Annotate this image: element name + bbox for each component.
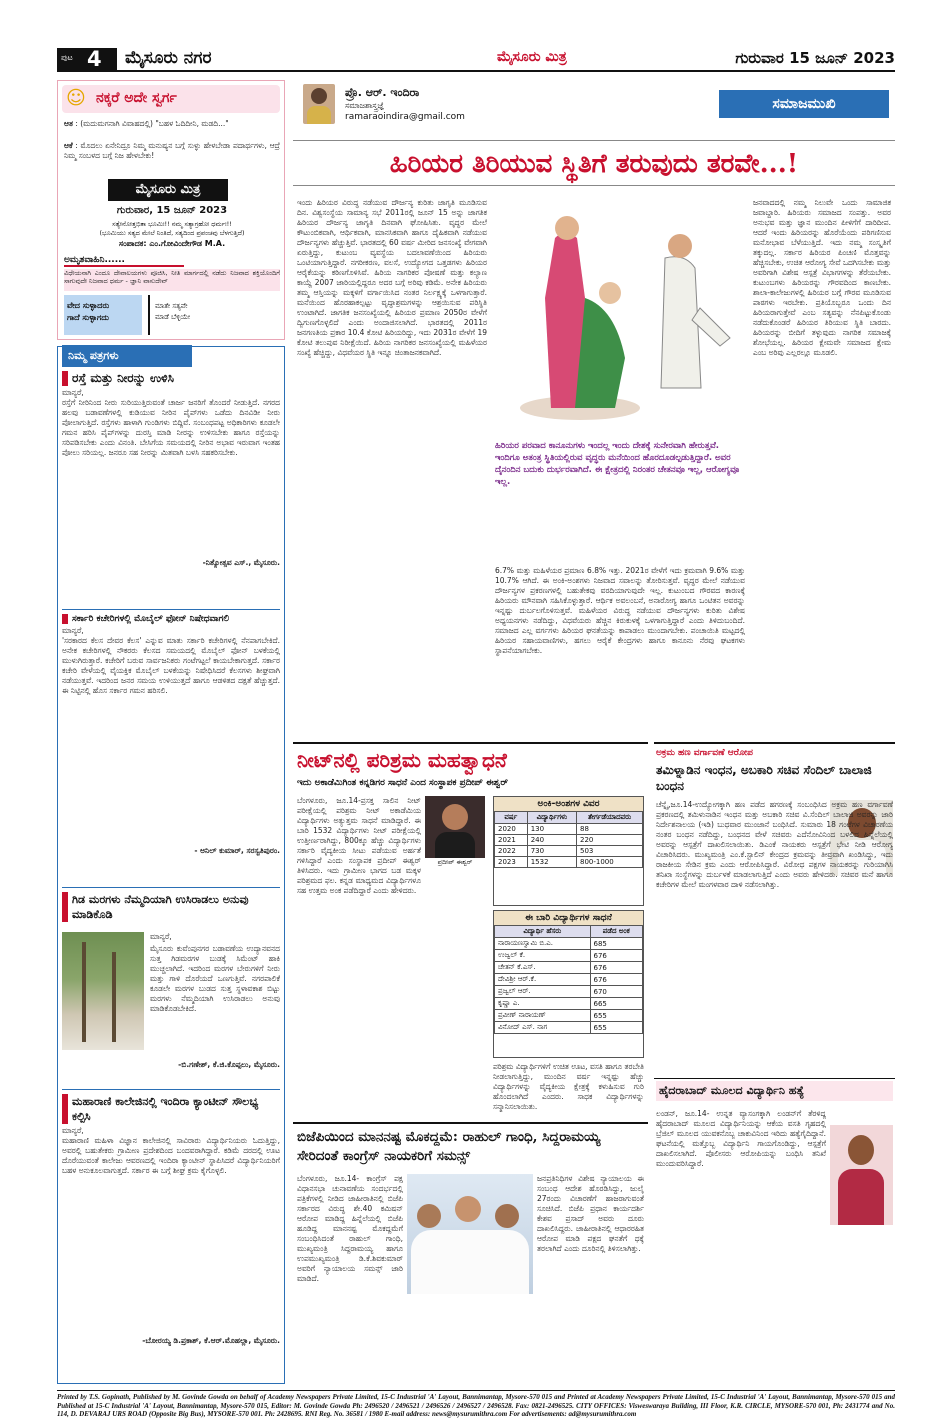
table-cell: 2022	[495, 846, 528, 857]
author-email: ramaraoindira@gmail.com	[345, 112, 465, 122]
table-row	[495, 846, 643, 857]
table-cell: 676	[590, 962, 642, 974]
mini-logo: ಮೈಸೂರು ಮಿತ್ರ	[108, 179, 228, 201]
page-header	[57, 48, 895, 72]
hyd-body: ಲಂಡನ್, ಜೂ.14- ಉನ್ನತ ವ್ಯಾಸಂಗಕ್ಕಾಗಿ ಲಂಡನ್‌ಗೆ ತೆರಳಿದ್ದ ಹೈದರಾಬಾದ್ ಮೂಲದ ವಿದ್ಯಾರ್ಥಿನಿಯನ್ನು ಆಕೆಯ ವಸತಿ ಗೃಹದಲ್ಲಿ ಬ್ರೆಜಿಲ್ ಮೂಲದ ಯುವಕನೊಬ್ಬ ಚಾಕುವಿನಿಂದ ಇರಿದು ಹತ್ಯೆಗೈದಿದ್ದಾನೆ. ಘಟನೆಯಲ್ಲಿ ಮತ್ತೊಬ್ಬ ವಿದ್ಯಾರ್ಥಿನಿ ಗಾಯಗೊಂಡಿದ್ದು, ಆಸ್ಪತ್ರೆಗೆ ದಾಖಲಿಸಲಾಗಿದೆ. ಪೊಲೀಸರು ಆರೋಪಿಯನ್ನು ಬಂಧಿಸಿ ತನಿಖೆ ಮುಂದುವರಿಸಿದ್ದಾರೆ.	[656, 1109, 826, 1168]
table-cell: ಚೇತನ್ ಕೆ.ಎಸ್.	[495, 962, 591, 974]
table-cell: 240	[527, 835, 576, 846]
hyd-headline: ಹೈದರಾಬಾದ್ ಮೂಲದ ವಿದ್ಯಾರ್ಥಿನಿ ಹತ್ಯೆ	[656, 1081, 893, 1101]
table-cell: ನಾರಾಯಣಸ್ವಾಮಿ ಬಿ.ಎ.	[495, 938, 591, 950]
arrest-kicker: ಅಕ್ರಮ ಹಣ ವರ್ಗಾವಣೆ ಆರೋಪ	[656, 748, 753, 758]
imprint: Printed by T.S. Gopinath, Published by M. Govinde Gowda on behalf of Academy Newspapers Private Limited, 15-C Industrial 'A' Layout, Bannimantap, Mysore-570 015 and Printed at Academy Newspapers Private Limited, 15-C Industrial 'A' Layout, Bannimantap, Mysore-570 015 and Published at 15-C Industrial 'A' Layout, Bannimantap, Mysore-570 015, Editor: M. Govinde Gowda Ph: 2496520 / 2496521 / 2496526 / 2496527 / 2496528. Fax: 0821-2496525. CITY OFFICES: Visweswaraya Building, III Floor, K.R. CIRCLE, MYSORE-570 001, Ph: 2431774 and No. 114, D. DEVARAJ URS ROAD (Opposite Big Bus), MYSORE-570 001. Ph: 2428695. RNI Reg. No. 36581 / 1980 E-mail address: news@mysurumithra.com For advertisements: ad@mysurumithra.com	[57, 1390, 895, 1424]
table-header: ವರ್ಷ	[495, 812, 528, 824]
table-cell: 665	[590, 998, 642, 1010]
main-article	[293, 80, 895, 736]
joke-speaker-1: ಆತ	[64, 119, 73, 128]
table-cell: 2020	[495, 824, 528, 835]
letter-2	[62, 609, 280, 879]
table-cell: 676	[590, 974, 642, 986]
table-header: ವಿದ್ಯಾರ್ಥಿ ಹೆಸರು	[495, 926, 591, 938]
bjp-body-1: ಬೆಂಗಳೂರು, ಜೂ.14- ಕಾಂಗ್ರೆಸ್ ಪಕ್ಷ ವಿಧಾನಸಭಾ ಚುನಾವಣೆಯ ಸಂದರ್ಭದಲ್ಲಿ ಪತ್ರಿಕೆಗಳಲ್ಲಿ ನೀಡಿದ ಜಾಹೀರಾತಿನಲ್ಲಿ ಬಿಜೆಪಿ ಸರ್ಕಾರದ ವಿರುದ್ಧ ಶೇ.40 ಕಮಿಷನ್ ಆರೋಪ ಮಾಡಿದ್ದ ಹಿನ್ನೆಲೆಯಲ್ಲಿ ಬಿಜೆಪಿ ಹೂಡಿದ್ದ ಮಾನನಷ್ಟ ಮೊಕದ್ದಮೆಗೆ ಸಂಬಂಧಿಸಿದಂತೆ ರಾಹುಲ್ ಗಾಂಧಿ, ಮುಖ್ಯಮಂತ್ರಿ ಸಿದ್ದರಾಮಯ್ಯ ಹಾಗೂ ಉಪಮುಖ್ಯಮಂತ್ರಿ ಡಿ.ಕೆ.ಶಿವಕುಮಾರ್ ಅವರಿಗೆ ನ್ಯಾಯಾಲಯ ಸಮನ್ಸ್ ಜಾರಿ ಮಾಡಿದೆ.	[297, 1174, 403, 1283]
table-cell: 2023	[495, 857, 528, 868]
table-cell: 800-1000	[577, 857, 643, 868]
table-row	[495, 824, 643, 835]
letter-signature: -ಬಿ.ಗಣೇಶ್, ಕೆ.ಜಿ.ಕೊಪ್ಪಲು, ಮೈಸೂರು.	[178, 1060, 280, 1069]
table-row	[495, 835, 643, 846]
table-row	[495, 974, 643, 986]
masthead: ಮೈಸೂರು ಮಿತ್ರ	[497, 49, 567, 65]
letter-salutation: ಮಾನ್ಯರೆ,	[62, 1126, 84, 1135]
table-cell: 655	[590, 1022, 642, 1034]
neet-body-2: ಪರಿಶ್ರಮ ವಿದ್ಯಾರ್ಥಿಗಳಿಗೆ ಉಚಿತ ಊಟ, ವಸತಿ ಹಾಗೂ ತರಬೇತಿ ನೀಡಲಾಗುತ್ತಿದ್ದು, ಮುಂದಿನ ವರ್ಷ ಇನ್ನಷ್ಟು ಹೆಚ್ಚು ವಿದ್ಯಾರ್ಥಿಗಳನ್ನು ವೈದ್ಯಕೀಯ ಕ್ಷೇತ್ರಕ್ಕೆ ಕಳುಹಿಸುವ ಗುರಿ ಹೊಂದಲಾಗಿದೆ ಎಂದರು. ಸಾಧಕ ವಿದ್ಯಾರ್ಥಿಗಳನ್ನು ಸನ್ಮಾನಿಸಲಾಯಿತು.	[493, 1062, 644, 1111]
neet-body-1: ಬೆಂಗಳೂರು, ಜೂ.14-ಪ್ರಸಕ್ತ ಸಾಲಿನ ನೀಟ್ ಪರೀಕ್ಷೆಯಲ್ಲಿ ಪರಿಶ್ರಮ ನೀಟ್ ಅಕಾಡೆಮಿಯ ವಿದ್ಯಾರ್ಥಿಗಳು ಅತ್ಯುತ್ತಮ ಸಾಧನೆ ಮಾಡಿದ್ದಾರೆ. ಈ ಬಾರಿ 1532 ವಿದ್ಯಾರ್ಥಿಗಳು ನೀಟ್ ಪರೀಕ್ಷೆಯಲ್ಲಿ ಉತ್ತೀರ್ಣರಾಗಿದ್ದು, 800ಕ್ಕೂ ಹೆಚ್ಚು ವಿದ್ಯಾರ್ಥಿಗಳು ಸರ್ಕಾರಿ ವೈದ್ಯಕೀಯ ಸೀಟು ಪಡೆಯುವ ಅರ್ಹತೆ ಗಳಿಸಿದ್ದಾರೆ ಎಂದು ಸಂಸ್ಥಾಪಕ ಪ್ರದೀಪ್ ಈಶ್ವರ್ ತಿಳಿಸಿದರು. ಇದು ಗ್ರಾಮೀಣ ಭಾಗದ ಬಡ ಮಕ್ಕಳ ಪರಿಶ್ರಮದ ಫಲ. ಕನ್ನಡ ಮಾಧ್ಯಮದ ವಿದ್ಯಾರ್ಥಿಗಳೂ ಸಹ ಉತ್ತಮ ಅಂಕ ಪಡೆದಿದ್ದಾರೆ ಎಂದು ಹೇಳಿದರು.	[297, 796, 421, 895]
page-number: 4	[87, 47, 102, 71]
letter-title: ಮಹಾರಾಣಿ ಕಾಲೇಜಿನಲ್ಲಿ ಇಂದಿರಾ ಕ್ಯಾಂಟೀನ್ ಸೌಲಭ್ಯ ಕಲ್ಪಿಸಿ	[62, 1094, 280, 1124]
letter-title: ರಸ್ತೆ ಮತ್ತು ನೀರನ್ನು ಉಳಿಸಿ	[62, 371, 280, 386]
header-date: ಗುರುವಾರ 15 ಜೂನ್ 2023	[735, 49, 895, 67]
joke-text-2: : ಮೊದಲು ಏನೇನಿದ್ರೂ ನಿಮ್ಮ ಮನುಷ್ಯನ ಬಗ್ಗೆ ಸುಳ್ಳು ಹೇಳಬೇಡಾ ಪದಾರ್ಥಗಳು, ಆದ್ರೆ ನಿಮ್ಮ ಸಂಬಳದ ಬಗ್ಗೆ ನಿಜ ಹೇಳಬೇಕು!	[64, 141, 280, 160]
leaders-photo	[407, 1174, 533, 1294]
table-cell: ಪ್ರವೀಣ್ ನಾರಾಯಣ್	[495, 1010, 591, 1022]
table-header: ವಿದ್ಯಾರ್ಥಿಗಳು	[527, 812, 576, 824]
author-name: ಪ್ರೊ. ಆರ್. ಇಂದಿರಾ	[345, 86, 420, 99]
laughing-face-icon: ☺	[66, 87, 86, 109]
neet-table1-title: ಅಂಕಿ-ಅಂಶಗಳ ವಿವರ	[494, 797, 643, 811]
proverb-line-2: ಮಾಡೆ ಬೆಳ್ಳಿಯೇ	[155, 313, 191, 321]
neet-headline: ನೀಟ್‌ನಲ್ಲಿ ಪರಿಶ್ರಮ ಮಹತ್ವಾಧನೆ	[297, 748, 507, 772]
proverb-box	[148, 295, 278, 335]
table-row	[495, 1022, 643, 1034]
letters-column	[57, 346, 285, 1384]
table-row	[495, 950, 643, 962]
table-row	[495, 962, 643, 974]
hyderabad-article	[654, 1078, 895, 1384]
page-number-badge	[57, 48, 117, 70]
cartoon-illustration	[495, 198, 745, 438]
table-row	[495, 857, 643, 868]
joke-line-2	[64, 141, 280, 173]
main-col-1: ಇಂದು ಹಿರಿಯರ ವಿರುದ್ಧ ನಡೆಯುವ ದೌರ್ಜನ್ಯ ಕುರಿತು ಜಾಗೃತಿ ಮೂಡಿಸುವ ದಿನ. ವಿಶ್ವಸಂಸ್ಥೆಯ ಸಾಮಾನ್ಯ ಸಭೆ 2011ರಲ್ಲಿ ಜೂನ್ 15 ಅನ್ನು ಜಾಗತಿಕ ಹಿರಿಯರ ದೌರ್ಜನ್ಯ ಜಾಗೃತಿ ದಿನವಾಗಿ ಘೋಷಿಸಿತು. ವೃದ್ಧರ ಮೇಲೆ ಕೌಟುಂಬಿಕವಾಗಿ, ಆರ್ಥಿಕವಾಗಿ, ಮಾನಸಿಕವಾಗಿ ಹಾಗೂ ದೈಹಿಕವಾಗಿ ನಡೆಯುವ ದೌರ್ಜನ್ಯಗಳು ಹೆಚ್ಚುತ್ತಿವೆ. ಭಾರತದಲ್ಲಿ 60 ವರ್ಷ ಮೀರಿದ ಜನಸಂಖ್ಯೆ ವೇಗವಾಗಿ ಏರುತ್ತಿದ್ದು, ಕುಟುಂಬ ವ್ಯವಸ್ಥೆಯ ಬದಲಾವಣೆಯಿಂದ ಹಿರಿಯರು ಒಂಟಿಯಾಗುತ್ತಿದ್ದಾರೆ. ನಗರೀಕರಣ, ವಲಸೆ, ಉದ್ಯೋಗದ ಒತ್ತಡಗಳು ಹಿರಿಯರ ಆರೈಕೆಯನ್ನು ಕಠಿಣಗೊಳಿಸಿವೆ. ಹಿರಿಯ ನಾಗರಿಕರ ಪೋಷಣೆ ಮತ್ತು ಕಲ್ಯಾಣ ಕಾಯ್ದೆ 2007 ಜಾರಿಯಲ್ಲಿದ್ದರೂ ಅದರ ಬಗ್ಗೆ ಅರಿವು ಕಡಿಮೆ. ಅನೇಕ ಹಿರಿಯರು ತಮ್ಮ ಆಸ್ತಿಯನ್ನು ಮಕ್ಕಳಿಗೆ ವರ್ಗಾಯಿಸಿದ ನಂತರ ನಿರ್ಲಕ್ಷ್ಯಕ್ಕೆ ಒಳಗಾಗುತ್ತಾರೆ. ಮನೆಯಿಂದ ಹೊರಹಾಕಲ್ಪಟ್ಟು ವೃದ್ಧಾಶ್ರಮಗಳನ್ನು ಆಶ್ರಯಿಸುವ ಪರಿಸ್ಥಿತಿ ಉಂಟಾಗಿದೆ. ಜಾಗತಿಕ ಜನಸಂಖ್ಯೆಯಲ್ಲಿ ಹಿರಿಯರ ಪ್ರಮಾಣ 2050ರ ವೇಳೆಗೆ ದ್ವಿಗುಣಗೊಳ್ಳಲಿದೆ ಎಂದು ಅಂದಾಜಿಸಲಾಗಿದೆ. ಭಾರತದಲ್ಲಿ 2011ರ ಜನಗಣತಿಯ ಪ್ರಕಾರ 10.4 ಕೋಟಿ ಹಿರಿಯರಿದ್ದು, ಇದು 2031ರ ವೇಳೆಗೆ 19 ಕೋಟಿ ತಲುಪುವ ನಿರೀಕ್ಷೆಯಿದೆ. ಹಿರಿಯ ನಾಗರಿಕರ ಜನಸಂಖ್ಯೆಯಲ್ಲಿ ಮಹಿಳೆಯರ ಸಂಖ್ಯೆ ಹೆಚ್ಚಿದ್ದು, ವಿಧವೆಯರ ಸ್ಥಿತಿ ಇನ್ನೂ ಚಿಂತಾಜನಕವಾಗಿದೆ.	[297, 198, 487, 357]
motto-line-2: (ಭೂಮಿಯು ಸತ್ಯದ ಮೇಲೆ ನಿಂತಿದೆ, ಸತ್ಯದಿಂದ ಪ್ರಪಂಚವು ಬೆಳಗುತ್ತಿದೆ)	[99, 229, 245, 237]
letters-section-title: ನಿಮ್ಮ ಪತ್ರಗಳು	[62, 345, 192, 367]
author-photo	[303, 84, 335, 124]
cartoon-caption: ಹಿರಿಯರ ಪರವಾದ ಕಾನೂನುಗಳು ಇಂದಲ್ಲ ಇಂದು ದೇಶಕ್ಕೆ ಸುನೇರವಾಗಿ ಹೇರುತ್ತವೆ. ಇಂದಿಗೂ ಅತಂತ್ರ ಸ್ಥಿತಿಯಲ್ಲಿರುವ ವೃದ್ಧರು ಮನೆಯಿಂದ ಹೊರದೂಡಲ್ಪಡುತ್ತಿದ್ದಾರೆ. ಅವರ ದೈನಂದಿನ ಬದುಕು ದುರ್ಭರವಾಗಿದೆ. ಈ ಕ್ಷೇತ್ರದಲ್ಲಿ ನಿರಂತರ ಚೇತನವೂ ಇಲ್ಲ, ಆರೋಗ್ಯವೂ ಇಲ್ಲ.	[495, 441, 740, 487]
vedas-line-2: ಗಾದೆ ಸುಳ್ಳಾಗದು	[67, 313, 109, 322]
table-cell: 1532	[527, 857, 576, 868]
table-cell: ಉಜ್ವಲ್ ಕೆ.	[495, 950, 591, 962]
table-cell: ದೇವಿಶ್ರೀ ಆರ್.ಕೆ.	[495, 974, 591, 986]
main-col-3: ಜನವಾದದಲ್ಲಿ ನಮ್ಮ ನಿಲುವೇ ಒಂದು ಸಾಮಾಜಿಕ ಜವಾಬ್ದಾರಿ. ಹಿರಿಯರು ಸಮಾಜದ ಸಂಪತ್ತು. ಅವರ ಅನುಭವ ಮತ್ತು ಜ್ಞಾನ ಮುಂದಿನ ಪೀಳಿಗೆಗೆ ದಾರಿದೀಪ. ಆದರೆ ಇಂದು ಹಿರಿಯರನ್ನು ಹೊರೆಯೆಂದು ಪರಿಗಣಿಸುವ ಮನೋಭಾವ ಬೆಳೆಯುತ್ತಿದೆ. ಇದು ನಮ್ಮ ಸಂಸ್ಕೃತಿಗೆ ತಕ್ಕುದಲ್ಲ. ಸರ್ಕಾರ ಹಿರಿಯರ ಪಿಂಚಣಿ ಮೊತ್ತವನ್ನು ಹೆಚ್ಚಿಸಬೇಕು, ಉಚಿತ ಆರೋಗ್ಯ ಸೇವೆ ಒದಗಿಸಬೇಕು ಮತ್ತು ಅವರಿಗಾಗಿ ವಿಶೇಷ ಆಸ್ಪತ್ರೆ ವಿಭಾಗಗಳನ್ನು ತೆರೆಯಬೇಕು. ಕುಟುಂಬಗಳು ಹಿರಿಯರನ್ನು ಗೌರವದಿಂದ ಕಾಣಬೇಕು. ಶಾಲಾ-ಕಾಲೇಜುಗಳಲ್ಲಿ ಹಿರಿಯರ ಬಗ್ಗೆ ಗೌರವ ಮೂಡಿಸುವ ಪಾಠಗಳು ಇರಬೇಕು. ಪ್ರತಿಯೊಬ್ಬರೂ ಒಂದು ದಿನ ಹಿರಿಯರಾಗುತ್ತೇವೆ ಎಂಬ ಸತ್ಯವನ್ನು ನೆನಪಿಟ್ಟುಕೊಂಡು ನಡೆದುಕೊಂಡರೆ ಹಿರಿಯರ ತಿರಿಯುವ ಸ್ಥಿತಿ ಬಾರದು. ಹಿರಿಯರನ್ನು ಬೀದಿಗೆ ತಳ್ಳುವುದು ನಾಗರಿಕ ಸಮಾಜಕ್ಕೆ ಶೋಭೆಯಲ್ಲ. ಹಿರಿಯರ ಕ್ಷೇಮವೇ ಸಮಾಜದ ಕ್ಷೇಮ ಎಂಬ ಅರಿವು ಎಲ್ಲರಲ್ಲೂ ಮೂಡಲಿ.	[753, 198, 891, 357]
table-row	[495, 1010, 643, 1022]
mini-date: ಗುರುವಾರ, 15 ಜೂನ್ 2023	[116, 205, 228, 216]
table-cell: 685	[590, 938, 642, 950]
table-cell: 88	[577, 824, 643, 835]
section-title: ಮೈಸೂರು ನಗರ	[125, 48, 212, 68]
arrest-article	[654, 742, 895, 1072]
table-row	[495, 986, 643, 998]
table-cell: 655	[590, 1010, 642, 1022]
letter-salutation: ಮಾನ್ಯರೆ,	[150, 932, 172, 941]
victim-photo	[830, 1125, 893, 1225]
table-cell: 130	[527, 824, 576, 835]
neet-results-table-box	[493, 910, 644, 1058]
author-role: ಸಮಾಜಶಾಸ್ತ್ರಜ್ಞೆ	[345, 101, 385, 110]
column-label: ಸಮಾಜಮುಖಿ	[719, 90, 889, 118]
editor-line: ಸಂಪಾದಕ: ಎಂ.ಗೋವಿಂದೇಗೌಡ M.A.	[118, 239, 226, 248]
joke-title: ನಕ್ಕರೆ ಅದೇ ಸ್ವರ್ಗ	[96, 90, 177, 106]
proverb-line-1: ಮಾತೇ ಸತ್ಯವೇ	[155, 302, 188, 310]
letter-3	[62, 887, 280, 1082]
letter-body: ಮೈಸೂರು ಕುವೆಂಪುನಗರ ಬಡಾವಣೆಯ ಉದ್ಯಾನವನದ ಸುತ್ತ ಗಿಡಮರಗಳ ಬುಡಕ್ಕೆ ಸಿಮೆಂಟ್ ಹಾಕಿ ಮುಚ್ಚಲಾಗಿದೆ. ಇದರಿಂದ ಮರಗಳ ಬೇರುಗಳಿಗೆ ನೀರು ಮತ್ತು ಗಾಳಿ ದೊರೆಯದೆ ಒಣಗುತ್ತಿವೆ. ನಗರಪಾಲಿಕೆ ಕೂಡಲೇ ಮರಗಳ ಬುಡದ ಸುತ್ತ ಸ್ಥಳಾವಕಾಶ ಬಿಟ್ಟು ಮರಗಳು ನೆಮ್ಮದಿಯಾಗಿ ಉಸಿರಾಡಲು ಅನುವು ಮಾಡಿಕೊಡಬೇಕಿದೆ.	[150, 944, 280, 1013]
neet-table2-title: ಈ ಬಾರಿ ವಿದ್ಯಾರ್ಥಿಗಳ ಸಾಧನೆ	[494, 911, 643, 925]
letter-1	[62, 371, 280, 601]
neet-article	[293, 742, 648, 1118]
letter-title: ಸರ್ಕಾರಿ ಕಚೇರಿಗಳಲ್ಲಿ ಮೊಬೈಲ್ ಫೋನ್ ನಿಷೇಧವಾಗಲಿ	[62, 614, 280, 624]
table-cell: 670	[590, 986, 642, 998]
joke-line-1	[64, 119, 280, 139]
neet-stats-table-box	[493, 796, 644, 906]
letter-salutation: ಮಾನ್ಯರೆ,	[62, 388, 84, 397]
table-cell: ವಿನೋದ್ ಎಸ್. ನಾಗ	[495, 1022, 591, 1034]
letter-body: 'ಸರಕಾರದ ಕೆಲಸ ದೇವರ ಕೆಲಸ' ಎನ್ನುವ ಮಾತು ಸರ್ಕಾರಿ ಕಚೇರಿಗಳಲ್ಲಿ ನೆನಪಾಗಬೇಕಿದೆ. ಅನೇಕ ಕಚೇರಿಗಳಲ್ಲಿ ನೌಕರರು ಕೆಲಸದ ಸಮಯದಲ್ಲಿ ಮೊಬೈಲ್ ಫೋನ್ ಬಳಕೆಯಲ್ಲಿ ಮುಳುಗಿರುತ್ತಾರೆ. ಕಚೇರಿಗೆ ಬರುವ ಸಾರ್ವಜನಿಕರು ಗಂಟೆಗಟ್ಟಲೆ ಕಾಯಬೇಕಾಗುತ್ತದೆ. ಸರ್ಕಾರ ಕಚೇರಿ ವೇಳೆಯಲ್ಲಿ ವೈಯಕ್ತಿಕ ಮೊಬೈಲ್ ಬಳಕೆಯನ್ನು ನಿಷೇಧಿಸಿದರೆ ಕೆಲಸಗಳು ಶೀಘ್ರವಾಗಿ ನಡೆಯುತ್ತವೆ. ಇದರಿಂದ ಜನರ ಸಮಯ ಉಳಿಯುತ್ತದೆ ಹಾಗೂ ಆಡಳಿತದ ದಕ್ಷತೆ ಹೆಚ್ಚುತ್ತದೆ. ಈ ನಿಟ್ಟಿನಲ್ಲಿ ಹೊಸ ಸರ್ಕಾರ ಗಮನ ಹರಿಸಲಿ.	[62, 636, 280, 695]
table-header: ತೇರ್ಗಡೆಯಾದವರು	[577, 812, 643, 824]
letter-body: ಮಹಾರಾಣಿ ಮಹಿಳಾ ವಿಜ್ಞಾನ ಕಾಲೇಜಿನಲ್ಲಿ ಸಾವಿರಾರು ವಿದ್ಯಾರ್ಥಿನಿಯರು ಓದುತ್ತಿದ್ದು, ಅವರಲ್ಲಿ ಬಹುತೇಕರು ಗ್ರಾಮೀಣ ಪ್ರದೇಶದಿಂದ ಬಂದವರಾಗಿದ್ದಾರೆ. ಕಡಿಮೆ ದರದಲ್ಲಿ ಊಟ ದೊರೆಯುವಂತೆ ಕಾಲೇಜು ಆವರಣದಲ್ಲಿ ಇಂದಿರಾ ಕ್ಯಾಂಟೀನ್ ಸ್ಥಾಪಿಸಿದರೆ ವಿದ್ಯಾರ್ಥಿನಿಯರಿಗೆ ಬಹಳ ಅನುಕೂಲವಾಗುತ್ತದೆ. ಸರ್ಕಾರ ಈ ಬಗ್ಗೆ ಶೀಘ್ರ ಕ್ರಮ ಕೈಗೊಳ್ಳಲಿ.	[62, 1136, 280, 1175]
joke-title-bar	[62, 85, 280, 113]
arrest-body: ಚೆನ್ನೈ,ಜೂ.14-ಉದ್ಯೋಗಕ್ಕಾಗಿ ಹಣ ಪಡೆದ ಹಗರಣಕ್ಕೆ ಸಂಬಂಧಿಸಿದ ಅಕ್ರಮ ಹಣ ವರ್ಗಾವಣೆ ಪ್ರಕರಣದಲ್ಲಿ ತಮಿಳುನಾಡಿನ ಇಂಧನ ಮತ್ತು ಅಬಕಾರಿ ಸಚಿವ ವಿ.ಸೆಂದಿಲ್ ಬಾಲಾಜಿ ಅವರನ್ನು ಜಾರಿ ನಿರ್ದೇಶನಾಲಯ (ಇಡಿ) ಬುಧವಾರ ಮುಂಜಾನೆ ಬಂಧಿಸಿದೆ. ಸುಮಾರು 18 ಗಂಟೆಗಳ ವಿಚಾರಣೆಯ ನಂತರ ಬಂಧನ ನಡೆದಿದ್ದು, ಬಂಧನದ ವೇಳೆ ಸಚಿವರು ಎದೆನೋವಿನಿಂದ ಬಳಲಿದ ಹಿನ್ನೆಲೆಯಲ್ಲಿ ಅವರನ್ನು ಆಸ್ಪತ್ರೆಗೆ ದಾಖಲಿಸಲಾಯಿತು. ಡಿಎಂಕೆ ನಾಯಕರು ಆಸ್ಪತ್ರೆಗೆ ಭೇಟಿ ನೀಡಿ ಆರೋಗ್ಯ ವಿಚಾರಿಸಿದರು. ಮುಖ್ಯಮಂತ್ರಿ ಎಂ.ಕೆ.ಸ್ಟಾಲಿನ್ ಕೇಂದ್ರದ ಕ್ರಮವನ್ನು ತೀವ್ರವಾಗಿ ಖಂಡಿಸಿದ್ದು, ಇದು ರಾಜಕೀಯ ಸೇಡಿನ ಕ್ರಮ ಎಂದು ಆರೋಪಿಸಿದ್ದಾರೆ. ವಿರೋಧ ಪಕ್ಷಗಳ ನಾಯಕರನ್ನು ಗುರಿಯಾಗಿಸಿ ತನಿಖಾ ಸಂಸ್ಥೆಗಳನ್ನು ದುರ್ಬಳಕೆ ಮಾಡಲಾಗುತ್ತಿದೆ ಎಂದು ಅವರು ಹೇಳಿದರು. ಸಚಿವರ ಮನೆ ಹಾಗೂ ಕಚೇರಿಗಳ ಮೇಲೆ ಮಂಗಳವಾರ ದಾಳಿ ನಡೆಸಲಾಗಿತ್ತು.	[656, 800, 893, 889]
table-cell: 2021	[495, 835, 528, 846]
joke-speaker-2: ಆಕೆ	[64, 141, 73, 150]
table-cell: 503	[577, 846, 643, 857]
bjp-headline: ಬಿಜೆಪಿಯಿಂದ ಮಾನನಷ್ಟ ಮೊಕದ್ದಮೆ: ರಾಹುಲ್ ಗಾಂಧಿ, ಸಿದ್ದರಾಮಯ್ಯ ಸೇರಿದಂತೆ ಕಾಂಗ್ರೆಸ್ ನಾಯಕರಿಗೆ ಸಮನ್ಸ್	[297, 1129, 601, 1164]
trees-photo	[62, 932, 144, 1050]
table-row	[495, 998, 643, 1010]
motto-line-1: ಸತ್ಯೇನೋತ್ತಭಿತಾ ಭೂಮಿಃ!! ನಮ್ಮ ಸತ್ಯಾಗ್ರಹೋ ಧರ್ಮಃ!!	[112, 220, 232, 228]
table-cell: 676	[590, 950, 642, 962]
neet-results-table	[494, 925, 643, 1034]
table-cell: 220	[577, 835, 643, 846]
neet-photo-caption: ಪ್ರದೀಪ್ ಈಶ್ವರ್	[437, 858, 473, 866]
neet-subhead: ಇದು ಅಕಾಡೆಮಿಗಿಂತ ಕನ್ನಡಿಗರ ಸಾಧನೆ ಎಂದ ಸಂಸ್ಥಾಪಕ ಪ್ರದೀಪ್ ಈಶ್ವರ್	[297, 778, 509, 788]
table-cell: ಪ್ರಜ್ವಲ್ ಆರ್.	[495, 986, 591, 998]
letter-salutation: ಮಾನ್ಯರೆ,	[62, 626, 84, 635]
letter-title: ಗಿಡ ಮರಗಳು ನೆಮ್ಮದಿಯಾಗಿ ಉಸಿರಾಡಲು ಅನುವು ಮಾಡಿಕೊಡಿ	[62, 892, 280, 922]
vedas-line-1: ವೇದ ಸುಳ್ಳಾದರು	[67, 301, 110, 310]
table-cell: 730	[527, 846, 576, 857]
letter-signature: - ಅನಿಲ್ ಕುಮಾರ್, ಸರಸ್ವತಿಪುರಂ.	[194, 846, 280, 855]
bjp-body-2: ಜನಪ್ರತಿನಿಧಿಗಳ ವಿಶೇಷ ನ್ಯಾಯಾಲಯ ಈ ಸಂಬಂಧ ಆದೇಶ ಹೊರಡಿಸಿದ್ದು, ಜುಲೈ 27ರಂದು ವಿಚಾರಣೆಗೆ ಹಾಜರಾಗುವಂತೆ ಸೂಚಿಸಿದೆ. ಬಿಜೆಪಿ ಪ್ರಧಾನ ಕಾರ್ಯದರ್ಶಿ ಕೇಶವ ಪ್ರಸಾದ್ ಅವರು ದೂರು ದಾಖಲಿಸಿದ್ದರು. ಜಾಹೀರಾತಿನಲ್ಲಿ ಆಧಾರರಹಿತ ಆರೋಪ ಮಾಡಿ ಪಕ್ಷದ ಘನತೆಗೆ ಧಕ್ಕೆ ತರಲಾಗಿದೆ ಎಂದು ದೂರಿನಲ್ಲಿ ತಿಳಿಸಲಾಗಿತ್ತು.	[537, 1174, 644, 1253]
table-header: ಪಡೆದ ಅಂಕ	[590, 926, 642, 938]
letter-signature: -ನಿತ್ಯೋತ್ಸವ ಎಸ್., ಮೈಸೂರು.	[202, 558, 280, 567]
main-headline: ಹಿರಿಯರ ತಿರಿಯುವ ಸ್ಥಿತಿಗೆ ತರುವುದು ತರವೇ...!	[293, 140, 895, 186]
letter-signature: -ಬೋರಯ್ಯ ಡಿ.ಪ್ರಕಾಶ್, ಕೆ.ಆರ್.ಮೊಹಲ್ಲಾ, ಮೈಸೂರು.	[142, 1336, 280, 1345]
neet-stats-table	[494, 811, 643, 868]
page-label: ಪುಟ	[61, 53, 73, 62]
table-row	[495, 938, 643, 950]
neet-photo	[425, 796, 485, 858]
letter-body: ರಸ್ತೆಗೆ ನೀರಿನಿಂದ ನೀರು ಸುರಿಯುತ್ತಿರುವಂತೆ ಚಾರ್ಜ ಜನರಿಗೆ ತೊಂದರೆ ನೀಡುತ್ತಿದೆ. ನಗರದ ಹಲವು ಬಡಾವಣೆಗಳಲ್ಲಿ ಕುಡಿಯುವ ನೀರಿನ ಪೈಪ್‌ಗಳು ಒಡೆದು ದಿನವಿಡೀ ನೀರು ಪೋಲಾಗುತ್ತಿದೆ. ರಸ್ತೆಗಳು ಹಾಳಾಗಿ ಗುಂಡಿಗಳು ಬಿದ್ದಿವೆ. ಸಂಬಂಧಪಟ್ಟ ಅಧಿಕಾರಿಗಳು ಕೂಡಲೇ ಗಮನ ಹರಿಸಿ ಪೈಪ್‌ಗಳನ್ನು ದುರಸ್ತಿ ಮಾಡಿ ನೀರನ್ನು ಉಳಿಸಬೇಕು ಹಾಗೂ ರಸ್ತೆಯನ್ನು ಸರಿಪಡಿಸಬೇಕು ಎಂದು ವಿನಂತಿ. ಬೇಸಿಗೆಯ ಸಮಯದಲ್ಲಿ ನೀರಿನ ಅಭಾವ ಇರುವಾಗ ಇಂತಹ ಪೋಲು ಸರಿಯಲ್ಲ. ಜನರೂ ಸಹ ನೀರನ್ನು ಮಿತವಾಗಿ ಬಳಸಿ ಸಹಕರಿಸಬೇಕು.	[62, 398, 280, 457]
letter-4	[62, 1089, 280, 1379]
main-col-2: 6.7% ಮತ್ತು ಮಹಿಳೆಯರ ಪ್ರಮಾಣ 6.8% ಇತ್ತು. 2021ರ ವೇಳೆಗೆ ಇದು ಕ್ರಮವಾಗಿ 9.6% ಮತ್ತು 10.7% ಆಗಿದೆ. ಈ ಅಂಕಿ-ಅಂಶಗಳು ನಿಜವಾದ ಸವಾಲನ್ನು ತೋರಿಸುತ್ತವೆ. ವೃದ್ಧರ ಮೇಲೆ ನಡೆಯುವ ದೌರ್ಜನ್ಯಗಳ ಪ್ರಕರಣಗಳಲ್ಲಿ ಬಹುತೇಕವು ವರದಿಯಾಗುವುದೇ ಇಲ್ಲ. ಕುಟುಂಬದ ಗೌರವದ ಕಾರಣಕ್ಕೆ ಹಿರಿಯರು ಮೌನವಾಗಿ ಸಹಿಸಿಕೊಳ್ಳುತ್ತಾರೆ. ಆರ್ಥಿಕ ಅವಲಂಬನೆ, ಅನಾರೋಗ್ಯ ಹಾಗೂ ಒಂಟಿತನ ಅವರನ್ನು ಇನ್ನಷ್ಟು ದುರ್ಬಲಗೊಳಿಸುತ್ತವೆ. ಮಹಿಳೆಯರ ವಿರುದ್ಧ ನಡೆಯುವ ದೌರ್ಜನ್ಯಗಳು ಕುರಿತು ವಿಶೇಷ ಅಧ್ಯಯನಗಳು ನಡೆದಿದ್ದು, ವಿಧವೆಯರು ಹೆಚ್ಚಿನ ಕಿರುಕುಳಕ್ಕೆ ಒಳಗಾಗುತ್ತಿದ್ದಾರೆ ಎಂದು ತಿಳಿದುಬಂದಿದೆ. ಸಮಾಜದ ಎಲ್ಲ ವರ್ಗಗಳು ಹಿರಿಯರ ಘನತೆಯನ್ನು ಕಾಪಾಡಲು ಮುಂದಾಗಬೇಕು. ಪಂಚಾಯಿತಿ ಮಟ್ಟದಲ್ಲಿ ಹಿರಿಯರ ಸಹಾಯವಾಣಿಗಳು, ಹಗಲು ಆರೈಕೆ ಕೇಂದ್ರಗಳು ಹಾಗೂ ಕಾನೂನು ನೆರವು ಘಟಕಗಳು ಸ್ಥಾಪನೆಯಾಗಬೇಕು.	[495, 566, 745, 655]
bjp-article	[293, 1122, 648, 1384]
table-cell: ಕೃಷ್ಣಾ ಎ.	[495, 998, 591, 1010]
amrita-title: ಅಮೃತವಾಹಿನಿ......	[64, 255, 184, 267]
arrest-headline: ತಮಿಳ್ನಾಡಿನ ಇಂಧನ, ಅಬಕಾರಿ ಸಚಿವ ಸೆಂದಿಲ್ ಬಾಲಾಜಿ ಬಂಧನ	[656, 763, 872, 793]
vedas-box	[64, 295, 142, 335]
amrita-text: ವಿಧೇಯನಾಗಿ ಎಂದೂ ದೇವಾಲಯಗಳು ಪೂಜಿಸಿ, ನೀತಿ ಮಾರ್ಗದಲ್ಲಿ ನಡೆದು ನಿಜವಾದ ಶಕ್ತಿಯೊಂದಿಗೆ ಸಾಗುವುದೇ ನಿಜವಾದ ಧರ್ಮ - ಜ್ಞಾನಿ ವಾಸುದೇವ್	[64, 269, 280, 291]
joke-text-1: : (ಮದುಮಗನಾಗಿ ವಿವಾಹದಲ್ಲಿ) "ಬಹಳ ಓದಿದೀನಿ, ಮಡದಿ..."	[75, 119, 229, 128]
left-joke-box	[57, 80, 285, 340]
